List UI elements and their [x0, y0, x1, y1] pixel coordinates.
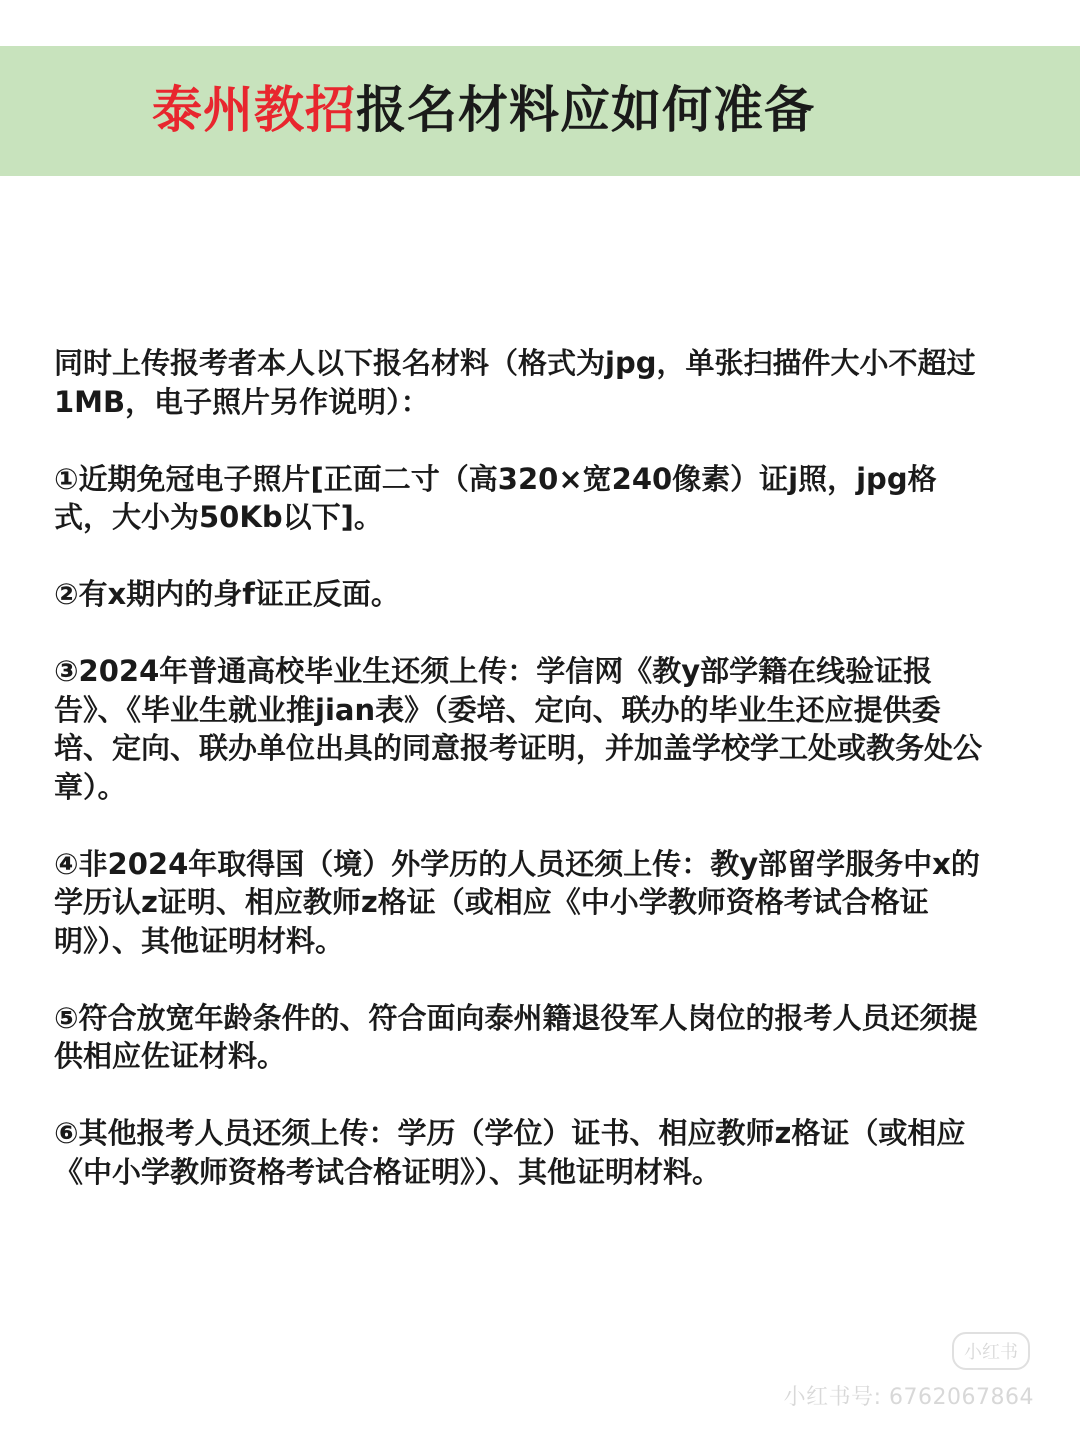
item-1-photo: ①近期免冠电子照片[正面二寸（高320×宽240像素）证j照，jpg格式，大小为50Kb以下]。	[54, 461, 937, 534]
item-2-id-card: ②有x期内的身f证正反面。	[54, 577, 400, 611]
watermark-logo: 小红书	[952, 1332, 1030, 1370]
intro-paragraph: 同时上传报考者本人以下报名材料（格式为jpg，单张扫描件大小不超过1MB，电子照片另作说明）：	[54, 346, 976, 419]
title-highlight: 泰州教招	[152, 81, 356, 139]
watermark	[784, 1332, 1034, 1411]
watermark-id: 小红书号: 6762067864	[783, 1385, 1034, 1410]
item-3-graduates: ③2024年普通高校毕业生还须上传：学信网《教y部学籍在线验证报告》、《毕业生就业推jian表》（委培、定向、联办的毕业生还应提供委培、定向、联办单位出具的同意报考证明，并加盖学校学工处或教务处公章）。	[54, 654, 983, 804]
item-4-overseas: ④非2024年取得国（境）外学历的人员还须上传：教y部留学服务中x的学历认z证明、相应教师z格证（或相应《中小学教师资格考试合格证明》）、其他证明材料。	[54, 846, 980, 958]
item-6-others: ⑥其他报考人员还须上传：学历（学位）证书、相应教师z格证（或相应《中小学教师资格考试合格证明》）、其他证明材料。	[54, 1116, 966, 1189]
item-5-age-veterans: ⑤符合放宽年龄条件的、符合面向泰州籍退役军人岗位的报考人员还须提供相应佐证材料。	[54, 1000, 978, 1073]
title-main: 报名材料应如何准备	[356, 81, 815, 139]
content-body	[54, 344, 989, 1191]
page-title	[152, 72, 815, 148]
